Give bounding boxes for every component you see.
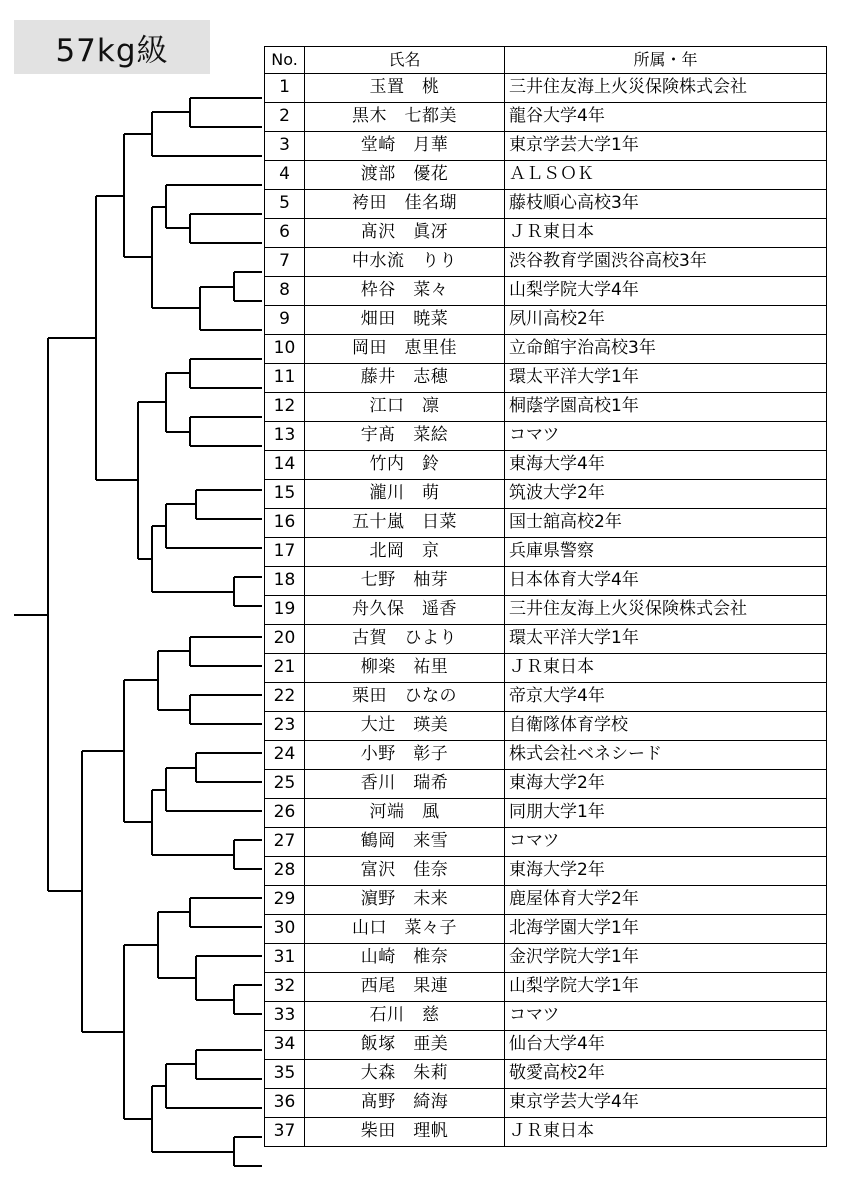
entry-affiliation: 兵庫県警察: [505, 538, 827, 567]
table-row: [265, 248, 827, 277]
entry-affiliation: 仙台大学4年: [505, 1031, 827, 1060]
entry-number: 12: [265, 393, 305, 422]
entry-affiliation: 渋谷教育学園渋谷高校3年: [505, 248, 827, 277]
entry-affiliation: ＪＲ東日本: [505, 1118, 827, 1147]
entry-number: 37: [265, 1118, 305, 1147]
entry-affiliation: 東京学芸大学4年: [505, 1089, 827, 1118]
entry-name: 石川 慈: [305, 1002, 505, 1031]
entry-affiliation: ＪＲ東日本: [505, 219, 827, 248]
entry-number: 34: [265, 1031, 305, 1060]
table-row: [265, 306, 827, 335]
table-row: [265, 480, 827, 509]
entry-affiliation: ＡＬＳＯＫ: [505, 161, 827, 190]
entry-name: 鶴岡 来雪: [305, 828, 505, 857]
table-row: [265, 132, 827, 161]
entry-name: 大辻 瑛美: [305, 712, 505, 741]
entry-number: 24: [265, 741, 305, 770]
table-row: [265, 654, 827, 683]
table-row: [265, 828, 827, 857]
entry-name: 柳楽 祐里: [305, 654, 505, 683]
entry-affiliation: 同朋大学1年: [505, 799, 827, 828]
entry-affiliation: 日本体育大学4年: [505, 567, 827, 596]
entry-name: 竹内 鈴: [305, 451, 505, 480]
entry-number: 16: [265, 509, 305, 538]
bracket-lines: [14, 98, 262, 1166]
entry-number: 17: [265, 538, 305, 567]
entry-number: 31: [265, 944, 305, 973]
table-row: [265, 770, 827, 799]
entry-number: 14: [265, 451, 305, 480]
page-title: 57kg級: [55, 32, 169, 69]
entry-number: 9: [265, 306, 305, 335]
entry-number: 15: [265, 480, 305, 509]
entry-number: 4: [265, 161, 305, 190]
entry-affiliation: 敬愛高校2年: [505, 1060, 827, 1089]
entry-name: 藤井 志穂: [305, 364, 505, 393]
entry-affiliation: 龍谷大学4年: [505, 103, 827, 132]
entry-number: 10: [265, 335, 305, 364]
entry-name: 七野 柚芽: [305, 567, 505, 596]
entry-number: 3: [265, 132, 305, 161]
entry-affiliation: コマツ: [505, 422, 827, 451]
table-row: [265, 277, 827, 306]
entry-number: 22: [265, 683, 305, 712]
entry-number: 32: [265, 973, 305, 1002]
table-row: [265, 625, 827, 654]
table-row: [265, 712, 827, 741]
entry-name: 江口 凛: [305, 393, 505, 422]
table-row: [265, 335, 827, 364]
entry-affiliation: 環太平洋大学1年: [505, 364, 827, 393]
entry-number: 35: [265, 1060, 305, 1089]
entry-name: 枠谷 菜々: [305, 277, 505, 306]
entry-number: 20: [265, 625, 305, 654]
entry-number: 29: [265, 886, 305, 915]
entry-name: 古賀 ひより: [305, 625, 505, 654]
entry-affiliation: 立命館宇治高校3年: [505, 335, 827, 364]
entry-affiliation: ＪＲ東日本: [505, 654, 827, 683]
entry-affiliation: 東海大学4年: [505, 451, 827, 480]
entry-affiliation: 金沢学院大学1年: [505, 944, 827, 973]
entry-number: 5: [265, 190, 305, 219]
entry-affiliation: 夙川高校2年: [505, 306, 827, 335]
entry-name: 大森 朱莉: [305, 1060, 505, 1089]
table-row: [265, 1060, 827, 1089]
entry-number: 26: [265, 799, 305, 828]
entry-affiliation: コマツ: [505, 1002, 827, 1031]
entry-affiliation: 東海大学2年: [505, 857, 827, 886]
entry-number: 6: [265, 219, 305, 248]
entry-affiliation: 環太平洋大学1年: [505, 625, 827, 654]
entry-number: 7: [265, 248, 305, 277]
entry-name: 栗田 ひなの: [305, 683, 505, 712]
entry-affiliation: 帝京大学4年: [505, 683, 827, 712]
entry-number: 36: [265, 1089, 305, 1118]
table-header-row: [265, 47, 827, 74]
entry-affiliation: 東海大学2年: [505, 770, 827, 799]
entry-name: 河端 風: [305, 799, 505, 828]
table-row: [265, 538, 827, 567]
table-row: [265, 74, 827, 103]
entry-name: 瀧川 萌: [305, 480, 505, 509]
entry-number: 23: [265, 712, 305, 741]
entry-number: 33: [265, 1002, 305, 1031]
entry-number: 1: [265, 74, 305, 103]
entry-name: 五十嵐 日菜: [305, 509, 505, 538]
entry-affiliation: 三井住友海上火災保険株式会社: [505, 74, 827, 103]
entry-number: 18: [265, 567, 305, 596]
entry-affiliation: 株式会社ベネシード: [505, 741, 827, 770]
table-body: [265, 74, 827, 1147]
entry-affiliation: 藤枝順心高校3年: [505, 190, 827, 219]
entry-affiliation: 鹿屋体育大学2年: [505, 886, 827, 915]
entry-name: 飯塚 亜美: [305, 1031, 505, 1060]
entry-affiliation: 桐蔭学園高校1年: [505, 393, 827, 422]
entry-affiliation: 三井住友海上火災保険株式会社: [505, 596, 827, 625]
entry-number: 25: [265, 770, 305, 799]
entry-name: 畑田 暁菜: [305, 306, 505, 335]
entry-affiliation: コマツ: [505, 828, 827, 857]
table-row: [265, 393, 827, 422]
table-row: [265, 1089, 827, 1118]
table-row: [265, 683, 827, 712]
entry-name: 山口 菜々子: [305, 915, 505, 944]
table-row: [265, 103, 827, 132]
table-row: [265, 364, 827, 393]
entry-name: 小野 彰子: [305, 741, 505, 770]
entry-number: 8: [265, 277, 305, 306]
table-row: [265, 915, 827, 944]
entry-name: 黒木 七都美: [305, 103, 505, 132]
table-row: [265, 1118, 827, 1147]
table-row: [265, 451, 827, 480]
column-header-no: No.: [265, 47, 305, 74]
entry-affiliation: 東京学芸大学1年: [505, 132, 827, 161]
table-row: [265, 596, 827, 625]
table-row: [265, 799, 827, 828]
entry-affiliation: 自衛隊体育学校: [505, 712, 827, 741]
entry-name: 渡部 優花: [305, 161, 505, 190]
column-header-affiliation: 所属・年: [505, 47, 827, 74]
entry-name: 岡田 恵里佳: [305, 335, 505, 364]
table-row: [265, 190, 827, 219]
entry-name: 柴田 理帆: [305, 1118, 505, 1147]
entry-number: 21: [265, 654, 305, 683]
table-row: [265, 973, 827, 1002]
table-row: [265, 1031, 827, 1060]
entry-name: 髙沢 眞冴: [305, 219, 505, 248]
entry-name: 山崎 椎奈: [305, 944, 505, 973]
entry-name: 濵野 未来: [305, 886, 505, 915]
entry-number: 11: [265, 364, 305, 393]
column-header-name: 氏名: [305, 47, 505, 74]
entry-name: 北岡 京: [305, 538, 505, 567]
entry-name: 中水流 りり: [305, 248, 505, 277]
entry-name: 香川 瑞希: [305, 770, 505, 799]
entry-affiliation: 北海学園大学1年: [505, 915, 827, 944]
entry-name: 富沢 佳奈: [305, 857, 505, 886]
table-row: [265, 886, 827, 915]
entry-number: 13: [265, 422, 305, 451]
entry-table: [264, 46, 827, 1147]
entry-name: 宇髙 菜絵: [305, 422, 505, 451]
table-row: [265, 509, 827, 538]
entry-number: 27: [265, 828, 305, 857]
entry-name: 西尾 果連: [305, 973, 505, 1002]
table-row: [265, 857, 827, 886]
tournament-bracket: [0, 0, 264, 1200]
table-row: [265, 161, 827, 190]
entry-affiliation: 筑波大学2年: [505, 480, 827, 509]
table-row: [265, 944, 827, 973]
entry-name: 髙野 綺海: [305, 1089, 505, 1118]
table-row: [265, 741, 827, 770]
entry-number: 2: [265, 103, 305, 132]
entry-affiliation: 山梨学院大学4年: [505, 277, 827, 306]
entry-affiliation: 山梨学院大学1年: [505, 973, 827, 1002]
entry-name: 袴田 佳名瑚: [305, 190, 505, 219]
entry-number: 28: [265, 857, 305, 886]
entry-number: 30: [265, 915, 305, 944]
table-row: [265, 422, 827, 451]
entry-name: 舟久保 遥香: [305, 596, 505, 625]
entry-name: 玉置 桃: [305, 74, 505, 103]
entry-number: 19: [265, 596, 305, 625]
table-row: [265, 1002, 827, 1031]
table-row: [265, 219, 827, 248]
entry-affiliation: 国士舘高校2年: [505, 509, 827, 538]
table-row: [265, 567, 827, 596]
entry-name: 堂崎 月華: [305, 132, 505, 161]
